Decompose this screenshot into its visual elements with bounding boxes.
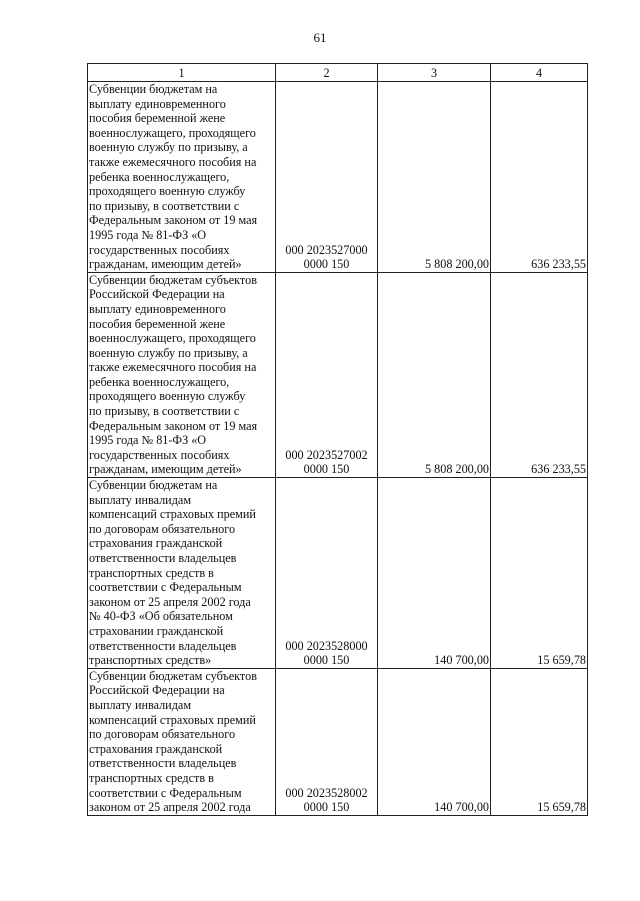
table-header-row — [88, 64, 588, 82]
row-amount: 140 700,00 — [378, 668, 491, 815]
table-row — [88, 272, 588, 477]
row-executed: 15 659,78 — [491, 478, 588, 669]
row-executed: 15 659,78 — [491, 668, 588, 815]
row-amount: 5 808 200,00 — [378, 82, 491, 273]
row-code: 000 2023528000 0000 150 — [276, 478, 378, 669]
budget-table — [87, 63, 588, 816]
row-executed: 636 233,55 — [491, 82, 588, 273]
row-amount: 140 700,00 — [378, 478, 491, 669]
row-name: Субвенции бюджетам на выплату инвалидам компенсаций страховых премий по договорам обязательного страхования гражданской ответственности владельцев транспортных средств в соответствии с Федеральным законом от 25 апреля 2002 года № 40-ФЗ «Об обязательном страховании гражданской ответственности владельцев транспортных средств» — [88, 478, 276, 669]
row-name: Субвенции бюджетам на выплату единовременного пособия беременной жене военнослужащего, проходящего военную службу по призыву, а также ежемесячного пособия на ребенка военнослужащего, проходящего военную службу по призыву, в соответствии с Федеральным законом от 19 мая 1995 года № 81-ФЗ «О государственных пособиях гражданам, имеющим детей» — [88, 82, 276, 273]
row-amount: 5 808 200,00 — [378, 272, 491, 477]
row-name: Субвенции бюджетам субъектов Российской Федерации на выплату единовременного пособия беременной жене военнослужащего, проходящего военную службу по призыву, а также ежемесячного пособия на ребенка военнослужащего, проходящего военную службу по призыву, в соответствии с Федеральным законом от 19 мая 1995 года № 81-ФЗ «О государственных пособиях гражданам, имеющим детей» — [88, 272, 276, 477]
row-code: 000 2023528002 0000 150 — [276, 668, 378, 815]
row-name: Субвенции бюджетам субъектов Российской Федерации на выплату инвалидам компенсаций страховых премий по договорам обязательного страхования гражданской ответственности владельцев транспортных средств в соответствии с Федеральным законом от 25 апреля 2002 года — [88, 668, 276, 815]
page-number: 61 — [313, 30, 327, 45]
row-code: 000 2023527000 0000 150 — [276, 82, 378, 273]
table-row — [88, 668, 588, 815]
column-header-4: 4 — [491, 64, 588, 82]
table-row — [88, 478, 588, 669]
column-header-3: 3 — [378, 64, 491, 82]
row-code: 000 2023527002 0000 150 — [276, 272, 378, 477]
row-executed: 636 233,55 — [491, 272, 588, 477]
table-row — [88, 82, 588, 273]
column-header-2: 2 — [276, 64, 378, 82]
column-header-1: 1 — [88, 64, 276, 82]
